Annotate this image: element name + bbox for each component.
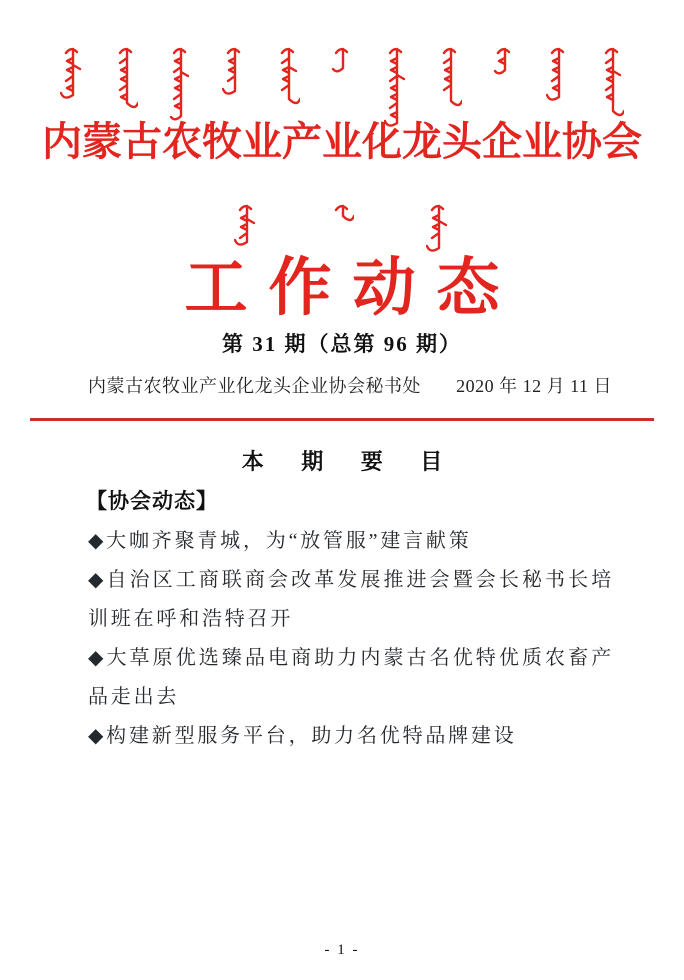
mongolian-word-glyph <box>600 45 624 119</box>
mongolian-word-glyph <box>330 202 354 224</box>
toc-heading: 本 期 要 目 <box>241 449 459 474</box>
mongolian-word-glyph <box>492 45 516 75</box>
mongolian-word-glyph <box>114 45 138 111</box>
toc-item: ◆构建新型服务平台，助力名优特品牌建设 <box>88 725 517 747</box>
page-number: - 1 - <box>324 942 360 958</box>
toc-list <box>88 522 614 756</box>
mongolian-word-glyph <box>276 45 300 107</box>
red-divider-rule <box>30 418 654 421</box>
publisher-name: 内蒙古农牧业产业化龙头企业协会秘书处 <box>88 376 421 396</box>
mongolian-word-glyph <box>546 45 570 105</box>
organization-title: 内蒙古农牧业产业化龙头企业协会 <box>42 119 642 164</box>
toc-item: ◆自治区工商联商会改革发展推进会暨会长秘书长培训班在呼和浩特召开 <box>88 569 614 630</box>
mongolian-word-glyph <box>438 45 462 109</box>
publication-date: 2020 年 12 月 11 日 <box>456 376 612 396</box>
mongolian-word-glyph <box>60 45 84 103</box>
toc-item: ◆大咖齐聚青城，为“放管服”建言献策 <box>88 530 472 552</box>
mongolian-word-glyph <box>330 45 354 73</box>
toc-item: ◆大草原优选臻品电商助力内蒙古名优特优质农畜产品走出去 <box>88 647 614 708</box>
section-label-association-news: 【协会动态】 <box>86 490 218 513</box>
mongolian-word-glyph <box>222 45 246 99</box>
publication-info-line <box>88 372 612 398</box>
bulletin-title: 工作动态 <box>184 253 521 323</box>
issue-number-line: 第 31 期（总第 96 期） <box>222 332 462 356</box>
